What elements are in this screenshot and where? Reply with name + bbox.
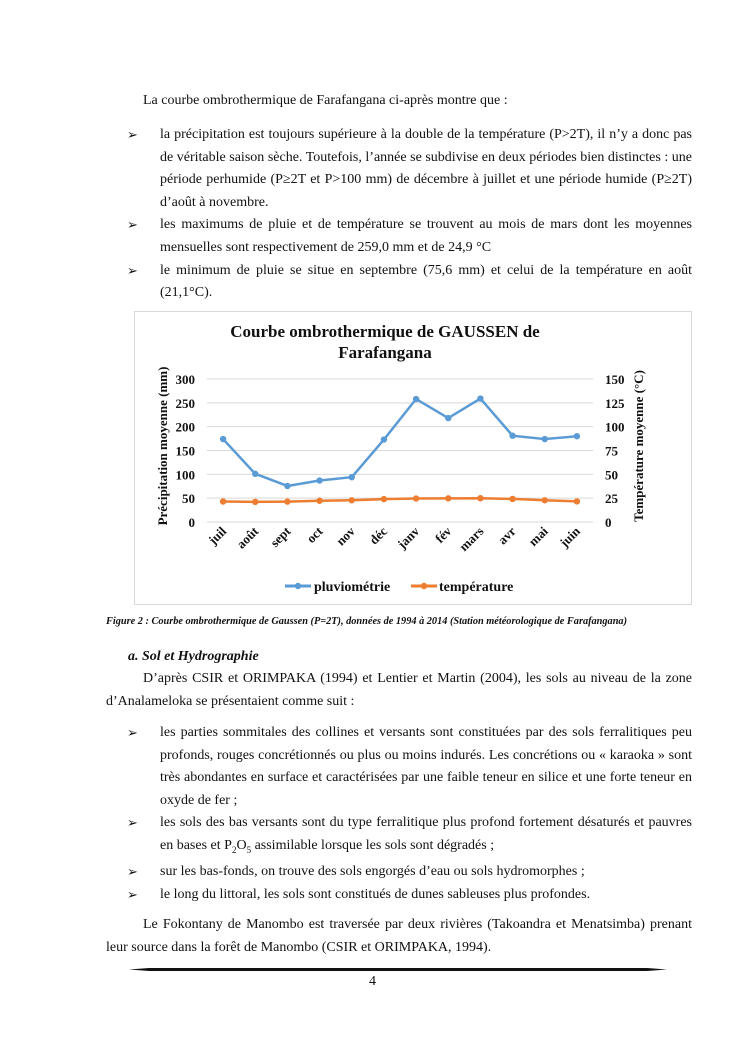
arrow-bullet-icon: ➢: [127, 864, 138, 880]
data-point-0: [381, 436, 387, 442]
rivers-paragraph: Le Fokontany de Manombo est traversée par deux rivières (Takoandra et Menatsimba) prenant leur source dans la forêt de Manombo (CSIR et ORIMPAKA, 1994).: [106, 917, 692, 955]
page-number: 4: [369, 974, 376, 989]
x-tick-label: oct: [303, 523, 326, 546]
data-point-0: [349, 474, 355, 480]
x-tick-label: juil: [205, 523, 230, 548]
data-point-1: [349, 497, 355, 503]
list-item: [127, 260, 692, 305]
x-tick-label: juin: [556, 523, 584, 550]
y-axis-right-label: Température moyenne (°C): [631, 370, 646, 522]
legend-marker-pluviometrie: [295, 583, 301, 589]
soil-intro-paragraph: D’après CSIR et ORIMPAKA (1994) et Lentier et Martin (2004), les sols au niveau de la zone d’Analameloka se présentaient comme suit :: [106, 671, 692, 709]
list-item-text: le long du littoral, les sols sont constitués de dunes sableuses plus profondes.: [160, 886, 591, 902]
series-line-1: [223, 498, 577, 502]
x-tick-label: déc: [366, 523, 391, 548]
data-point-1: [316, 498, 322, 504]
x-tick-label: nov: [332, 523, 358, 549]
legend-label-temperature: température: [439, 580, 514, 595]
y-tick-left: 100: [175, 467, 195, 483]
climate-bullet-list: [127, 124, 692, 305]
list-item: [127, 124, 692, 214]
x-tick-label: sept: [267, 523, 294, 550]
data-point-0: [252, 471, 258, 477]
x-tick-label: mai: [525, 523, 551, 549]
y-tick-right: 150: [605, 372, 625, 387]
list-item: [127, 884, 692, 907]
x-tick-label: fév: [432, 523, 455, 546]
y-tick-left: 300: [175, 372, 195, 387]
y-tick-right: 75: [605, 443, 618, 459]
data-point-1: [445, 495, 451, 501]
list-item-text: les maximums de pluie et de température se trouvent au mois de mars dont les moyennes mensuelles sont respectivement de 259,0 mm et de 24,9 °C: [160, 217, 692, 255]
y-tick-right: 100: [605, 419, 625, 435]
data-point-0: [220, 436, 226, 442]
footer-rule: [129, 968, 667, 971]
x-tick-label: janv: [394, 523, 423, 552]
arrow-bullet-icon: ➢: [127, 725, 138, 740]
legend-label-pluviometrie: pluviométrie: [314, 580, 391, 595]
data-point-1: [220, 498, 226, 504]
data-point-0: [477, 395, 483, 401]
arrow-bullet-icon: ➢: [127, 262, 138, 278]
list-item: [127, 722, 692, 812]
data-point-1: [413, 495, 419, 501]
list-item: [127, 812, 692, 861]
data-point-0: [542, 436, 548, 442]
y-tick-left: 200: [175, 419, 195, 435]
subscript: 5: [246, 844, 252, 855]
y-tick-right: 0: [605, 515, 612, 530]
data-point-1: [574, 498, 580, 504]
y-tick-left: 50: [182, 491, 195, 507]
y-tick-right: 25: [605, 491, 618, 507]
legend-marker-temperature: [421, 583, 427, 589]
arrow-bullet-icon: ➢: [127, 815, 138, 831]
y-axis-left-label: Précipitation moyenne (mm): [155, 366, 170, 526]
data-point-1: [509, 496, 515, 502]
series-line-0: [223, 399, 577, 486]
data-point-1: [252, 499, 258, 505]
data-point-0: [284, 483, 290, 489]
chart-title-line2: Farafangana: [338, 343, 432, 362]
x-tick-label: août: [233, 523, 262, 552]
soil-bullet-list: [127, 722, 692, 907]
y-tick-left: 0: [188, 515, 195, 530]
chart-title-line1: Courbe ombrothermique de GAUSSEN de: [230, 322, 540, 341]
x-tick-label: avr: [494, 523, 519, 548]
intro-sentence: La courbe ombrothermique de Farafangana ci-après montre que :: [143, 93, 508, 108]
subscript: 2: [231, 844, 237, 855]
arrow-bullet-icon: ➢: [127, 217, 138, 233]
ombrothermic-chart: [135, 312, 691, 604]
arrow-bullet-icon: ➢: [127, 886, 138, 902]
y-tick-left: 150: [175, 443, 195, 459]
list-item-text: la précipitation est toujours supérieure à la double de la température (P>2T), il n’y a donc pas de véritable saison sèche. Toutefois, l’année se subdivise en deux périodes bien distinctes : une période perhumide (P≥2T et P>100 mm) de décembre à juillet et une période humide (P≥2T) d’août à novembre.: [160, 127, 692, 210]
list-item: [127, 861, 692, 884]
section-heading: a. Sol et Hydrographie: [128, 649, 259, 664]
data-point-1: [284, 498, 290, 504]
chart-legend: [285, 580, 513, 595]
y-tick-right: 50: [605, 467, 618, 483]
x-tick-label: mars: [456, 523, 487, 555]
data-point-0: [445, 415, 451, 421]
data-point-1: [381, 496, 387, 502]
data-point-1: [477, 495, 483, 501]
data-point-1: [542, 497, 548, 503]
data-point-0: [574, 433, 580, 439]
list-item-text: les sols des bas versants sont du type ferralitique plus profond fortement désaturés et pauvres en bases et $P_2O_5$ assimilable lorsque les sols sont dégradés ;: [160, 815, 692, 855]
y-tick-right: 125: [605, 395, 625, 411]
arrow-bullet-icon: ➢: [127, 127, 138, 142]
data-point-0: [509, 433, 515, 439]
y-tick-left: 250: [175, 395, 195, 411]
list-item-text: sur les bas-fonds, on trouve des sols engorgés d’eau ou sols hydromorphes ;: [160, 864, 585, 880]
data-point-0: [316, 477, 322, 483]
figure-caption: Figure 2 : Courbe ombrothermique de Gaussen (P=2T), données de 1994 à 2014 (Station météorologique de Farafangana): [106, 616, 628, 627]
list-item-text: le minimum de pluie se situe en septembre (75,6 mm) et celui de la température en août (21,1°C).: [160, 262, 692, 301]
chart-frame: [134, 311, 692, 605]
list-item: [127, 214, 692, 259]
data-point-0: [413, 396, 419, 402]
list-item-text: les parties sommitales des collines et versants sont constituées par des sols ferralitiques peu profonds, rouges concrétionnés ou plus ou moins indurés. Les concrétions ou « karaoka » sont très abondantes en surface et caractérisées par une faible teneur en silice et une forte teneur en oxyde de fer ;: [160, 725, 692, 808]
